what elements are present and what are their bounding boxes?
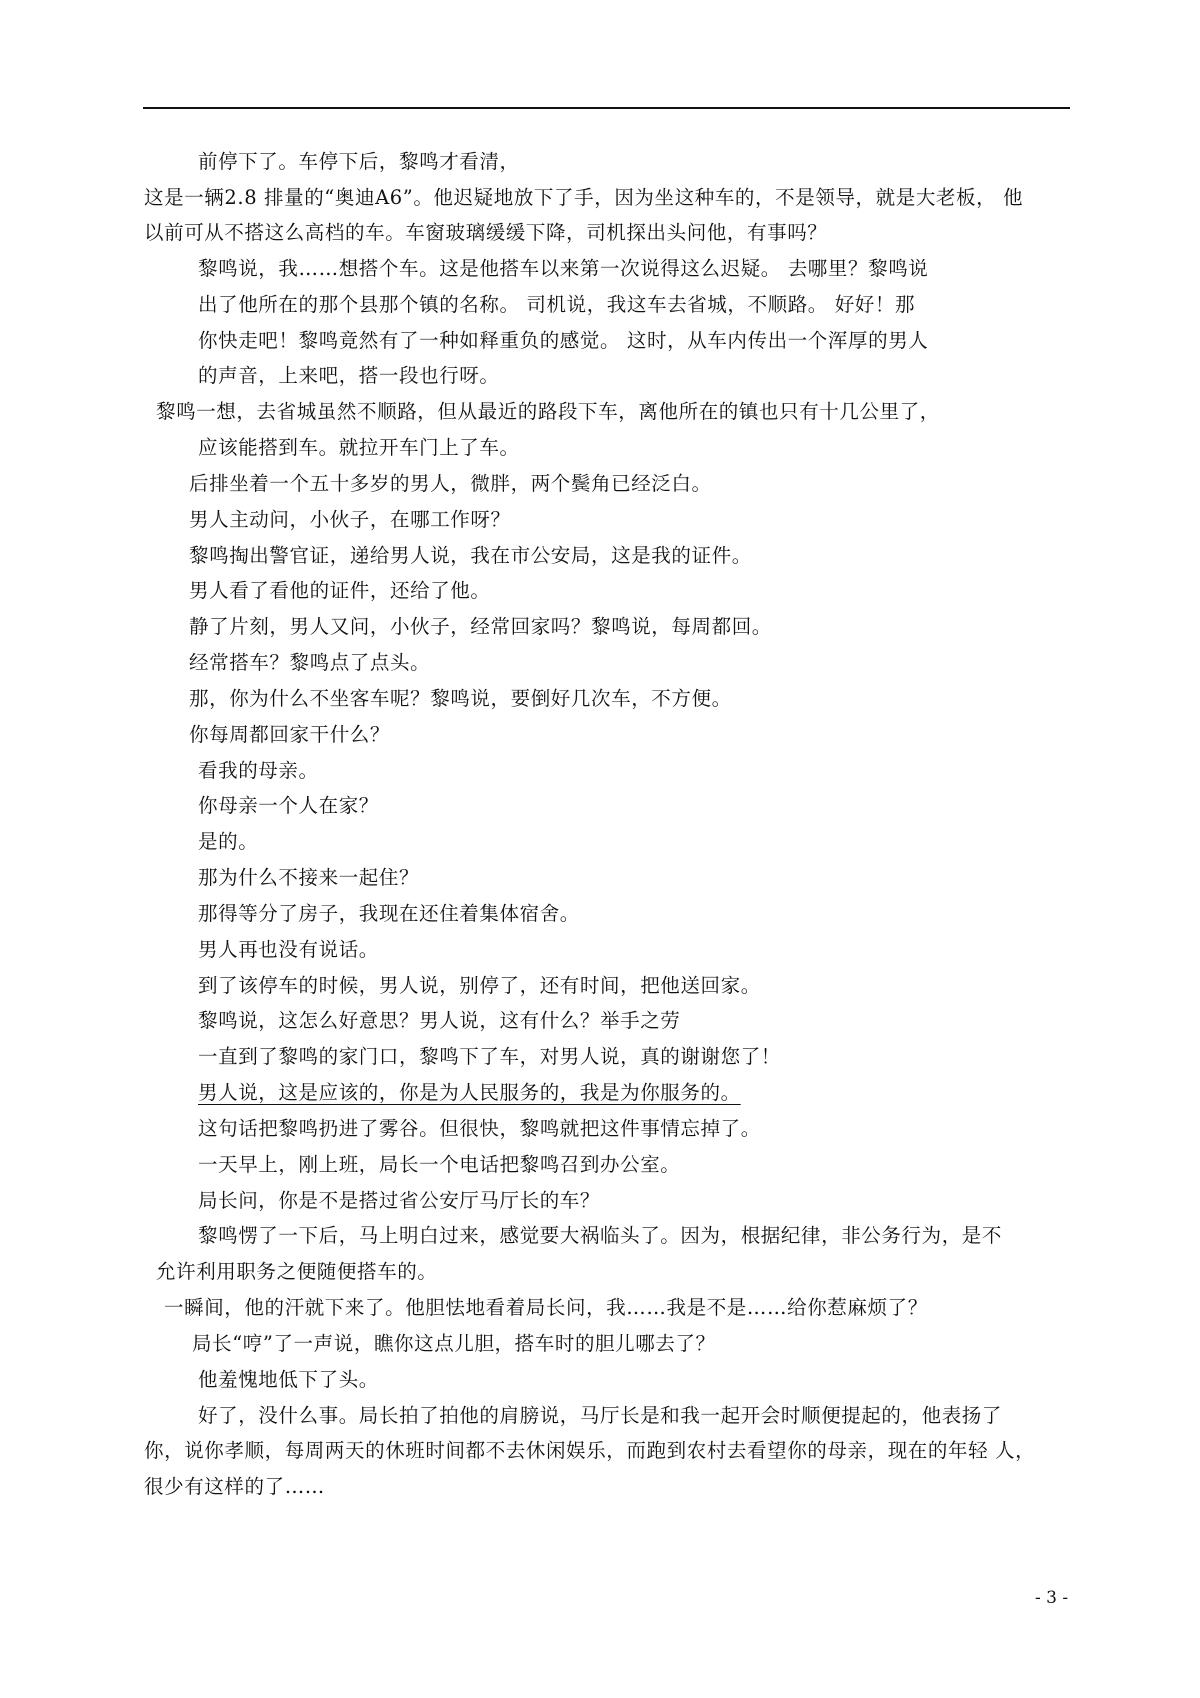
text-line: 他羞愧地低下了头。 (198, 1368, 379, 1391)
text-line: 这是一辆2.8 排量的“奥迪A6”。他迟疑地放下了手，因为坐这种车的，不是领导，就是大老板， 他 (144, 186, 1024, 209)
text-line: 一天早上，刚上班，局长一个电话把黎鸣召到办公室。 (198, 1153, 681, 1176)
text-line: 男人看了看他的证件，还给了他。 (189, 579, 491, 602)
text-line: 那得等分了房子，我现在还住着集体宿舍。 (198, 902, 580, 925)
text-line: 允许利用职务之便随便搭车的。 (156, 1260, 438, 1283)
text-line: 黎鸣掏出警官证，递给男人说，我在市公安局，这是我的证件。 (189, 544, 752, 567)
text-line: 好了，没什么事。局长拍了拍他的肩膀说，马厅长是和我一起开会时顺便提起的，他表扬了 (198, 1404, 1003, 1427)
text-line: 黎鸣愣了一下后，马上明白过来，感觉要大祸临头了。因为，根据纪律，非公务行为，是不 (198, 1224, 1003, 1247)
text-line: 出了他所在的那个县那个镇的名称。 司机说，我这车去省城，不顺路。 好好！那 (198, 293, 916, 316)
text-line: 男人再也没有说话。 (198, 938, 379, 961)
text-line: 静了片刻，男人又问，小伙子，经常回家吗？黎鸣说，每周都回。 (189, 615, 772, 638)
text-line: 你快走吧！黎鸣竟然有了一种如释重负的感觉。 这时，从车内传出一个浑厚的男人 (198, 329, 929, 352)
underlined-text-line: 男人说，这是应该的，你是为人民服务的，我是为你服务的。 (198, 1081, 741, 1104)
text-line: 的声音，上来吧，搭一段也行呀。 (198, 364, 500, 387)
text-line: 很少有这样的了…… (144, 1475, 325, 1498)
text-line: 黎鸣说，我……想搭个车。这是他搭车以来第一次说得这么迟疑。 去哪里？黎鸣说 (198, 257, 929, 280)
text-line: 一瞬间，他的汗就下来了。他胆怯地看着局长问，我……我是不是……给你惹麻烦了？ (164, 1296, 928, 1319)
text-line: 看我的母亲。 (198, 759, 319, 782)
text-line: 男人主动问，小伙子，在哪工作呀？ (189, 508, 511, 531)
text-line: 局长问，你是不是搭过省公安厅马厅长的车？ (198, 1189, 601, 1212)
text-line: 那为什么不接来一起住？ (198, 866, 420, 889)
text-line: 你母亲一个人在家？ (198, 794, 379, 817)
text-line: 你每周都回家干什么？ (189, 723, 391, 746)
text-line: 局长“哼”了一声说，瞧你这点儿胆，搭车时的胆儿哪去了？ (192, 1332, 716, 1355)
text-line: 一直到了黎鸣的家门口，黎鸣下了车，对男人说，真的谢谢您了！ (198, 1045, 781, 1068)
text-line: 经常搭车？黎鸣点了点头。 (189, 651, 431, 674)
text-line: 黎鸣一想，去省城虽然不顺路，但从最近的路段下车，离他所在的镇也只有十几公里了， (156, 400, 940, 423)
text-line: 后排坐着一个五十多岁的男人，微胖，两个鬓角已经泛白。 (189, 472, 712, 495)
text-line: 前停下了。车停下后，黎鸣才看清， (198, 150, 520, 173)
text-line: 是的。 (198, 830, 259, 853)
text-line: 应该能搭到车。就拉开车门上了车。 (198, 436, 520, 459)
text-line: 这句话把黎鸣扔进了雾谷。但很快，黎鸣就把这件事情忘掉了。 (198, 1117, 761, 1140)
text-line: 你，说你孝顺，每周两天的休班时间都不去休闲娱乐，而跑到农村去看望你的母亲，现在的年轻 人， (144, 1439, 1036, 1462)
text-line: 以前可从不搭这么高档的车。车窗玻璃缓缓下降，司机探出头问他，有事吗？ (144, 221, 828, 244)
page-number: - 3 - (1035, 1588, 1069, 1608)
text-line: 黎鸣说，这怎么好意思？男人说，这有什么？举手之劳 (198, 1009, 681, 1032)
header-rule (143, 107, 1070, 109)
text-line: 到了该停车的时候，男人说，别停了，还有时间，把他送回家。 (198, 974, 761, 997)
text-line: 那，你为什么不坐客车呢？黎鸣说，要倒好几次车，不方便。 (189, 687, 732, 710)
